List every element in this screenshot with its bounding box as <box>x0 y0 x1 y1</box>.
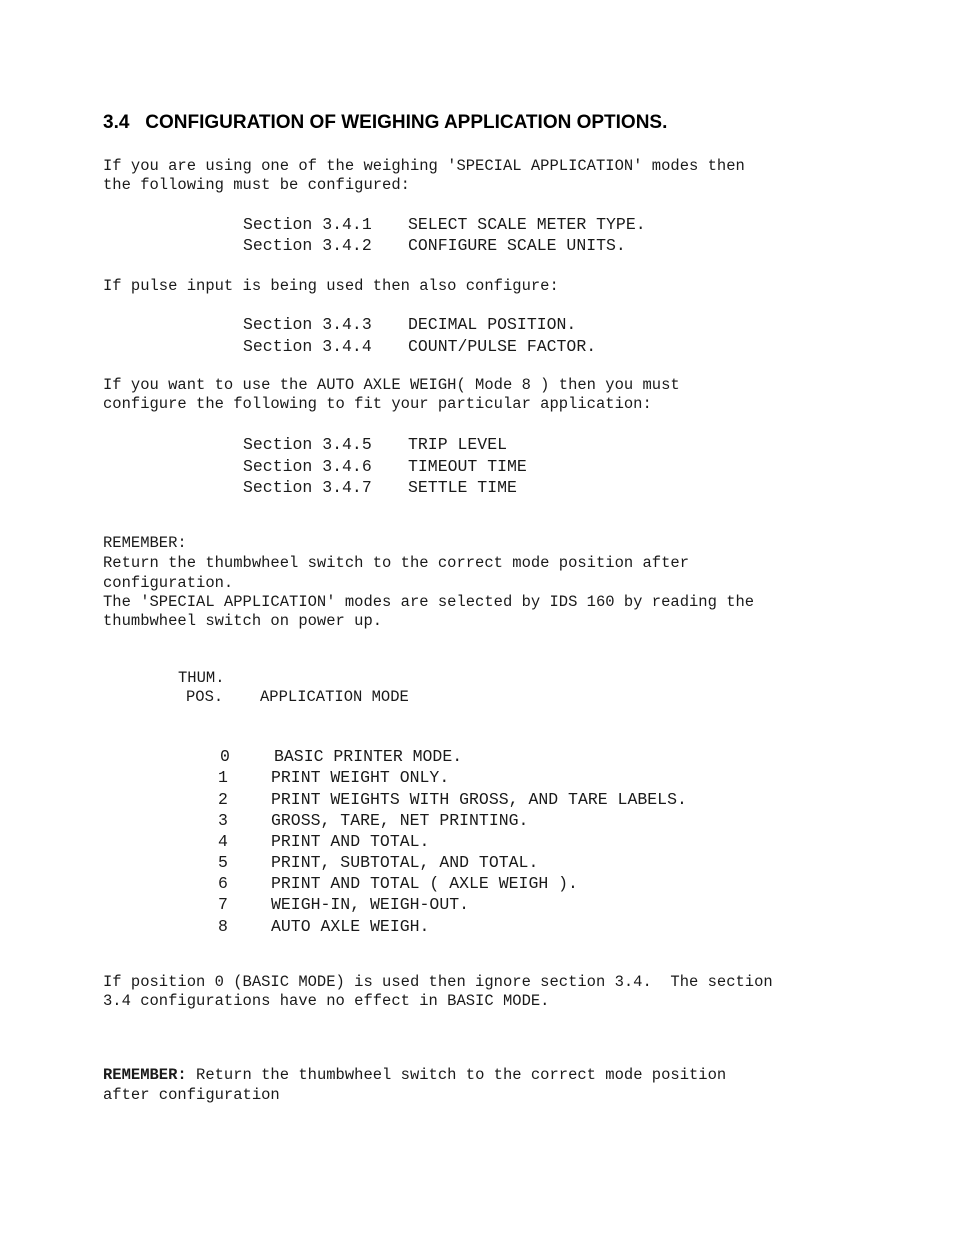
section-title: COUNT/PULSE FACTOR. <box>408 337 597 356</box>
mode-label: PRINT AND TOTAL. <box>271 832 430 851</box>
mode-label: AUTO AXLE WEIGH. <box>271 917 430 936</box>
section-title: CONFIGURE SCALE UNITS. <box>408 236 626 255</box>
section-title: DECIMAL POSITION. <box>408 315 577 334</box>
basic-mode-note-line-1: If position 0 (BASIC MODE) is used then ignore section 3.4. The section <box>103 973 773 991</box>
final-remember-text: Return the thumbwheel switch to the correct mode position <box>186 1066 727 1084</box>
mode-number: 7 <box>218 895 228 914</box>
mode-number: 2 <box>218 790 228 809</box>
remember-title: REMEMBER: <box>103 534 187 552</box>
mode-number: 6 <box>218 874 228 893</box>
basic-mode-note-line-2: 3.4 configurations have no effect in BASIC MODE. <box>103 992 550 1010</box>
mode-label: PRINT WEIGHT ONLY. <box>271 768 450 787</box>
column-header-thum: THUM. <box>178 669 225 687</box>
remember-line-4: thumbwheel switch on power up. <box>103 612 383 630</box>
section-ref: Section 3.4.4 <box>243 337 372 356</box>
section-ref: Section 3.4.5 <box>243 435 372 454</box>
section-heading: 3.4 CONFIGURATION OF WEIGHING APPLICATION OPTIONS. <box>103 112 668 133</box>
mode-label: BASIC PRINTER MODE. <box>274 747 463 766</box>
mode-label: PRINT, SUBTOTAL, AND TOTAL. <box>271 853 539 872</box>
final-remember-line-2: after configuration <box>103 1086 280 1104</box>
section-ref: Section 3.4.3 <box>243 315 372 334</box>
section-title: SELECT SCALE METER TYPE. <box>408 215 646 234</box>
section-ref: Section 3.4.1 <box>243 215 372 234</box>
mode-number: 3 <box>218 811 228 830</box>
mode-label: WEIGH-IN, WEIGH-OUT. <box>271 895 470 914</box>
remember-line-2: configuration. <box>103 574 234 592</box>
intro-line-1: If you are using one of the weighing 'SPECIAL APPLICATION' modes then <box>103 157 745 175</box>
mode-number: 8 <box>218 917 228 936</box>
mode-label: PRINT AND TOTAL ( AXLE WEIGH ). <box>271 874 578 893</box>
section-title: TIMEOUT TIME <box>408 457 527 476</box>
mode-number: 0 <box>220 747 230 766</box>
section-ref: Section 3.4.6 <box>243 457 372 476</box>
auto-axle-line-2: configure the following to fit your particular application: <box>103 395 652 413</box>
remember-line-3: The 'SPECIAL APPLICATION' modes are selected by IDS 160 by reading the <box>103 593 755 611</box>
remember-line-1: Return the thumbwheel switch to the correct mode position after <box>103 554 689 572</box>
section-ref: Section 3.4.7 <box>243 478 372 497</box>
mode-label: GROSS, TARE, NET PRINTING. <box>271 811 529 830</box>
final-remember <box>103 1066 726 1086</box>
column-header-application-mode: APPLICATION MODE <box>260 688 409 706</box>
column-header-pos: POS. <box>186 688 224 706</box>
section-title: TRIP LEVEL <box>408 435 508 454</box>
auto-axle-line-1: If you want to use the AUTO AXLE WEIGH( Mode 8 ) then you must <box>103 376 680 394</box>
mode-label: PRINT WEIGHTS WITH GROSS, AND TARE LABELS. <box>271 790 687 809</box>
pulse-input-text: If pulse input is being used then also configure: <box>103 277 559 295</box>
section-title: SETTLE TIME <box>408 478 517 497</box>
intro-line-2: the following must be configured: <box>103 176 410 194</box>
mode-number: 5 <box>218 853 228 872</box>
section-ref: Section 3.4.2 <box>243 236 372 255</box>
final-remember-label: REMEMBER: <box>103 1066 187 1084</box>
mode-number: 1 <box>218 768 228 787</box>
mode-number: 4 <box>218 832 228 851</box>
